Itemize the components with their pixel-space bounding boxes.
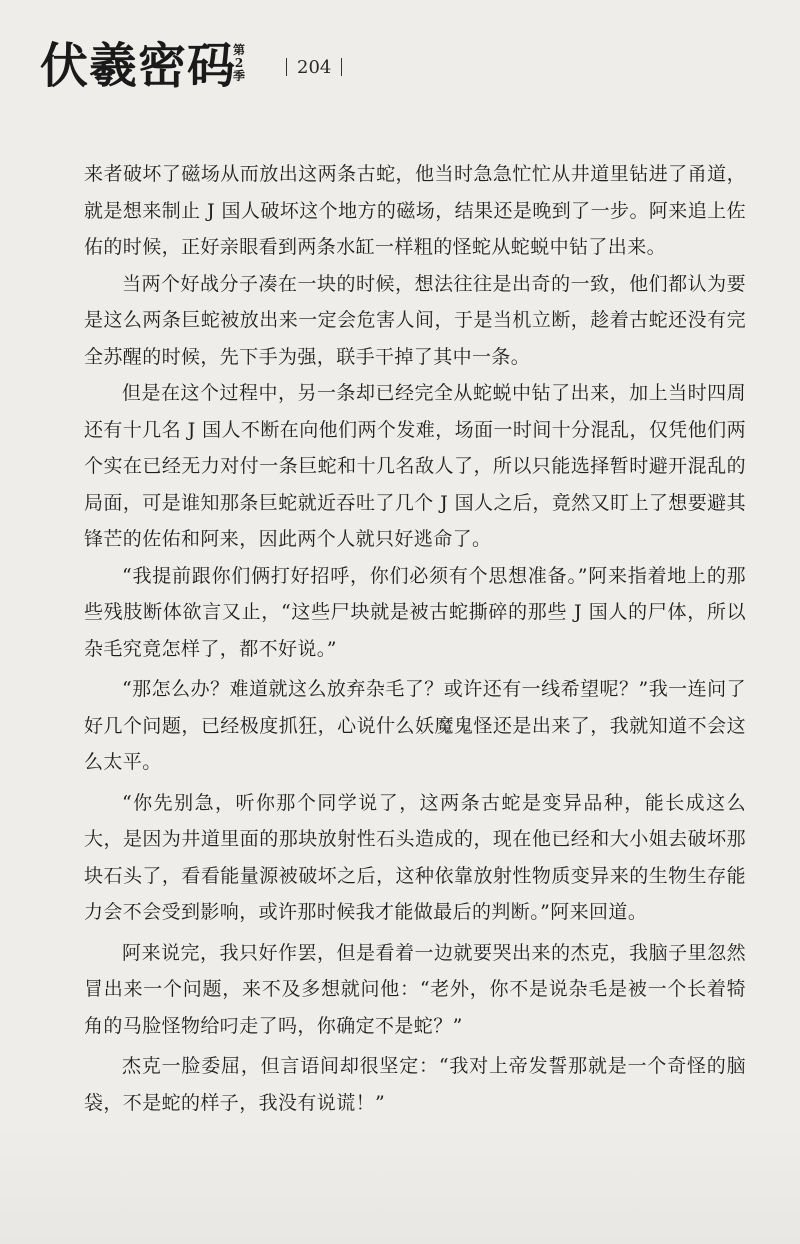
- paragraph-8: 杰克一脸委屈，但言语间却很坚定：“我对上帝发誓那就是一个奇怪的脑袋，不是蛇的样子，我没有说谎！”: [84, 1055, 746, 1114]
- season-label: 第2季: [232, 43, 245, 83]
- page-number: 204: [297, 57, 332, 78]
- paragraph-3: 但是在这个过程中，另一条却已经完全从蛇蜕中钻了出来，加上当时四周还有十几名 J 国人不断在向他们两个发难，场面一时间十分混乱，仅凭他们两个实在已经无力对付一条巨蛇和十几名敌人了，所以只能选择暂时避开混乱的局面，可是谁知那条巨蛇就近吞吐了几个 J 国人之后，竟然又盯上了想要避其锋芒的佐佑和阿来，因此两个人就只好逃命了。: [84, 382, 746, 550]
- scan-shade: [0, 1124, 800, 1244]
- page-number-block: [276, 56, 352, 80]
- left-divider: [286, 58, 287, 76]
- paragraph-1: 来者破坏了磁场从而放出这两条古蛇，他当时急急忙忙从井道里钻进了甬道，就是想来制止 J 国人破坏这个地方的磁场，结果还是晚到了一步。阿来追上佐佑的时候，正好亲眼看到两条水缸一样粗的怪蛇从蛇蜕中钻了出来。: [84, 163, 746, 258]
- paragraph-2: 当两个好战分子凑在一块的时候，想法往往是出奇的一致，他们都认为要是这么两条巨蛇被放出来一定会危害人间，于是当机立断，趁着古蛇还没有完全苏醒的时候，先下手为强，联手干掉了其中一条。: [84, 272, 746, 368]
- right-divider: [341, 58, 342, 76]
- paragraph-7: 阿来说完，我只好作罢，但是看着一边就要哭出来的杰克，我脑子里忽然冒出来一个问题，来不及多想就问他：“老外，你不是说杂毛是被一个长着犄角的马脸怪物给叼走了吗，你确定不是蛇？”: [84, 941, 746, 1037]
- book-title: 伏羲密码: [40, 38, 237, 94]
- paragraph-5: “那怎么办？难道就这么放弃杂毛了？或许还有一线希望呢？”我一连问了好几个问题，已经极度抓狂，心说什么妖魔鬼怪还是出来了，我就知道不会这么太平。: [84, 678, 746, 773]
- page-header: [40, 36, 740, 96]
- body-text: [84, 156, 746, 1121]
- paragraph-4: “我提前跟你们俩打好招呼，你们必须有个思想准备。”阿来指着地上的那些残肢断体欲言又止，“这些尸块就是被古蛇撕碎的那些 J 国人的尸体，所以杂毛究竟怎样了，都不好说。”: [84, 564, 746, 660]
- paragraph-6: “你先别急，听你那个同学说了，这两条古蛇是变异品种，能长成这么大，是因为井道里面的那块放射性石头造成的，现在他已经和大小姐去破坏那块石头了，看看能量源被破坏之后，这种依靠放射性物质变异来的生物生存能力会不会受到影响，或许那时候我才能做最后的判断。”阿来回道。: [84, 791, 746, 923]
